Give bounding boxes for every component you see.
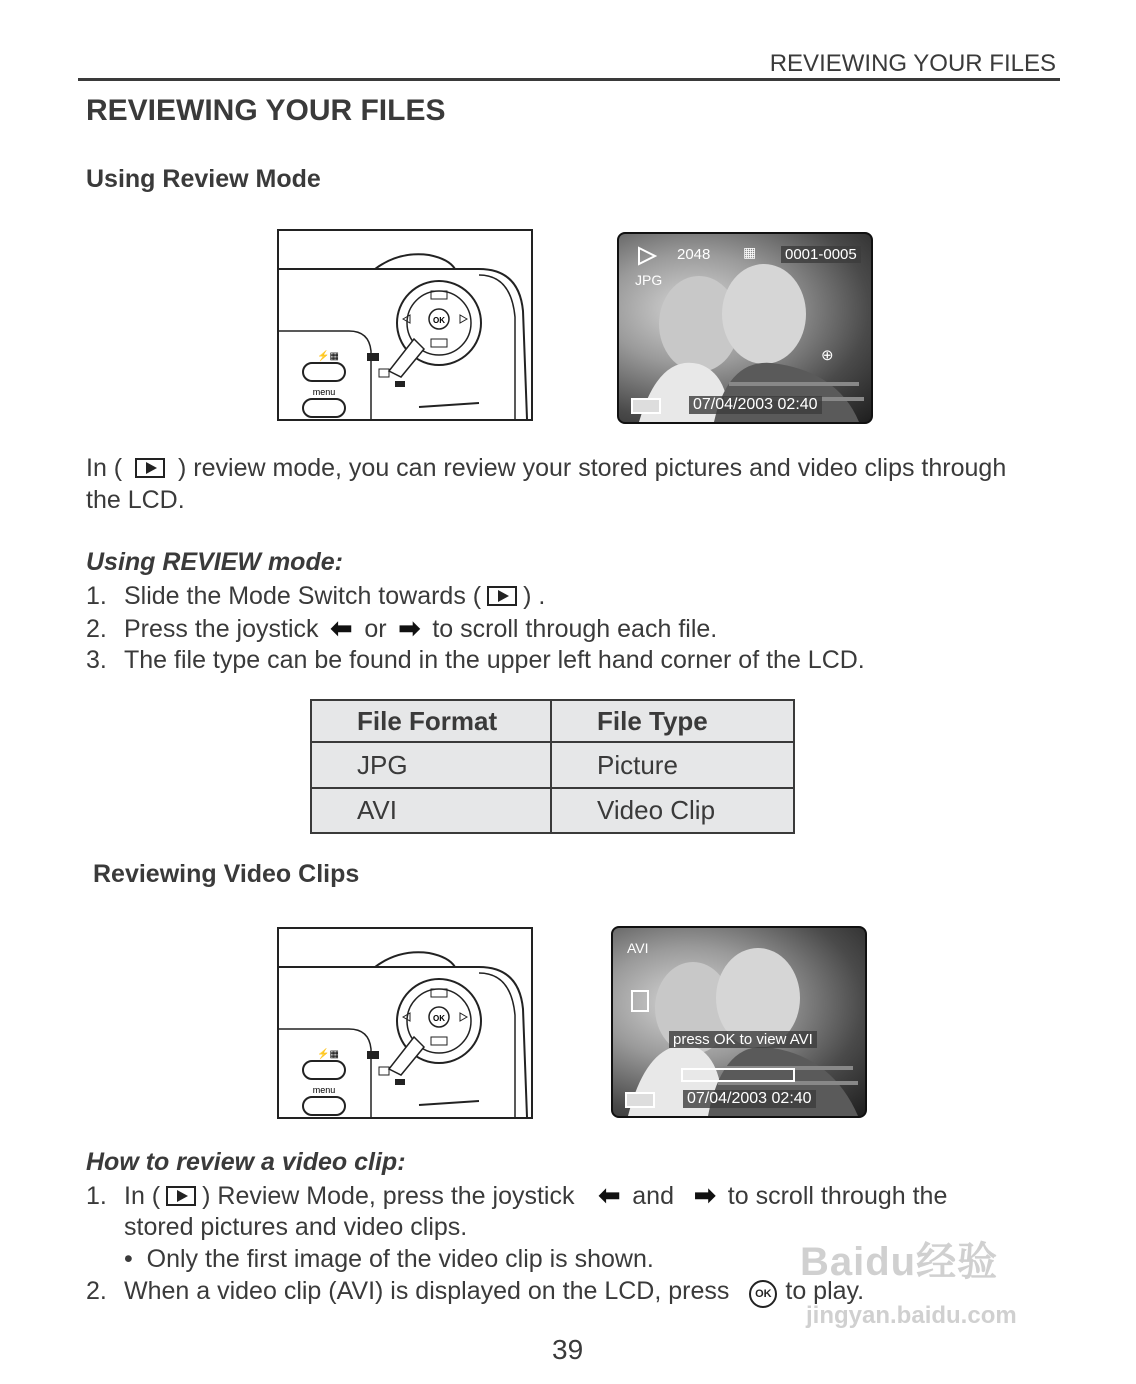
list-item xyxy=(86,644,865,676)
camera-back-drawing xyxy=(279,929,531,1117)
zoom-icon: ⊕ xyxy=(821,347,834,364)
subheading-using-review: Using REVIEW mode: xyxy=(86,548,343,576)
intro-line-2: the LCD. xyxy=(86,486,185,514)
svg-text:⚡▦: ⚡▦ xyxy=(317,1049,339,1060)
lcd-datetime: 07/04/2003 02:40 xyxy=(689,396,822,414)
list-item xyxy=(86,1275,864,1308)
watermark-logo: Baidu经验 xyxy=(800,1240,999,1284)
lcd-photo xyxy=(613,928,865,1116)
lcd-file-type: JPG xyxy=(635,272,663,288)
ok-label: OK xyxy=(433,1014,445,1023)
svg-text:⚡▦: ⚡▦ xyxy=(317,351,339,362)
file-format-table xyxy=(310,699,795,834)
volume-bar xyxy=(681,1068,795,1082)
list-item xyxy=(86,612,717,645)
table-cell: Video Clip xyxy=(551,788,794,833)
list-item xyxy=(86,1179,947,1212)
step-number: 1. xyxy=(86,582,107,610)
ok-button-icon: OK xyxy=(749,1280,777,1308)
table-header: File Type xyxy=(551,700,794,742)
lcd-prompt: press OK to view AVI xyxy=(669,1031,817,1048)
table-cell: AVI xyxy=(311,788,551,833)
camera-illustration xyxy=(277,927,533,1119)
step-text-and: and xyxy=(632,1182,674,1210)
camera-back-drawing xyxy=(279,231,531,419)
subheading-how-to: How to review a video clip: xyxy=(86,1148,406,1176)
list-item-continuation: stored pictures and video clips. xyxy=(124,1213,468,1241)
step-text-end: to scroll through the xyxy=(727,1182,948,1210)
watermark-url: jingyan.baidu.com xyxy=(806,1302,1017,1329)
step-text: Press the joystick xyxy=(124,615,319,643)
arrow-right-icon: ➡ xyxy=(398,613,421,643)
lcd-photo-preview xyxy=(617,232,873,424)
step-text-or: or xyxy=(364,615,387,643)
play-icon xyxy=(135,458,165,478)
step-text-end: to play. xyxy=(785,1277,865,1305)
step-text: In ( xyxy=(124,1182,161,1210)
step-number: 2. xyxy=(86,1277,107,1305)
step-text: ) Review Mode, press the joystick xyxy=(202,1182,575,1210)
page-title: REVIEWING YOUR FILES xyxy=(86,94,446,127)
step-text: When a video clip (AVI) is displayed on the LCD, press xyxy=(124,1277,730,1305)
play-icon xyxy=(487,586,517,606)
table-cell: JPG xyxy=(311,742,551,788)
table-row xyxy=(311,742,794,788)
camera-illustration xyxy=(277,229,533,421)
step-text: Slide the Mode Switch towards ( xyxy=(124,582,482,610)
bullet-dot: • xyxy=(124,1245,147,1273)
header-rule xyxy=(78,78,1060,81)
step-number: 3. xyxy=(86,646,107,674)
section-title-review-mode: Using Review Mode xyxy=(86,165,321,193)
intro-paragraph xyxy=(86,452,1066,484)
menu-label: menu xyxy=(312,1085,336,1095)
table-header-row xyxy=(311,700,794,742)
lcd-datetime: 07/04/2003 02:40 xyxy=(683,1090,816,1108)
list-item xyxy=(86,580,545,612)
arrow-left-icon: ⬅ xyxy=(598,1180,621,1210)
lcd-file-type: AVI xyxy=(627,940,649,956)
quality-grid-icon: ▦ xyxy=(743,244,757,260)
intro-after-icon: ) review mode, you can review your stored pictures and video clips through xyxy=(178,454,1007,482)
table-header: File Format xyxy=(311,700,551,742)
ok-label: OK xyxy=(433,316,445,325)
step-text-end: ) . xyxy=(523,582,546,610)
running-header: REVIEWING YOUR FILES xyxy=(769,50,1056,77)
step-text-end: to scroll through each file. xyxy=(432,615,718,643)
menu-label: menu xyxy=(312,387,336,397)
step-number: 1. xyxy=(86,1182,107,1210)
table-cell: Picture xyxy=(551,742,794,788)
arrow-right-icon: ➡ xyxy=(694,1180,716,1210)
step-number: 2. xyxy=(86,615,107,643)
battery-icon xyxy=(625,1092,655,1108)
lcd-resolution: 2048 xyxy=(677,246,711,263)
memory-card-icon xyxy=(631,990,649,1012)
table-row xyxy=(311,788,794,833)
bullet-item xyxy=(124,1243,654,1275)
intro-before-icon: In ( xyxy=(86,454,123,482)
step-text: The file type can be found in the upper left hand corner of the LCD. xyxy=(124,646,865,674)
page-number: 39 xyxy=(552,1334,584,1365)
arrow-left-icon: ⬅ xyxy=(330,613,353,643)
section-title-video-clips: Reviewing Video Clips xyxy=(93,860,360,888)
play-mode-icon xyxy=(637,246,657,266)
play-icon xyxy=(166,1186,196,1206)
battery-icon xyxy=(631,398,661,414)
bullet-text: Only the first image of the video clip is shown. xyxy=(146,1245,654,1273)
lcd-video-preview xyxy=(611,926,867,1118)
lcd-file-counter: 0001-0005 xyxy=(781,246,861,263)
